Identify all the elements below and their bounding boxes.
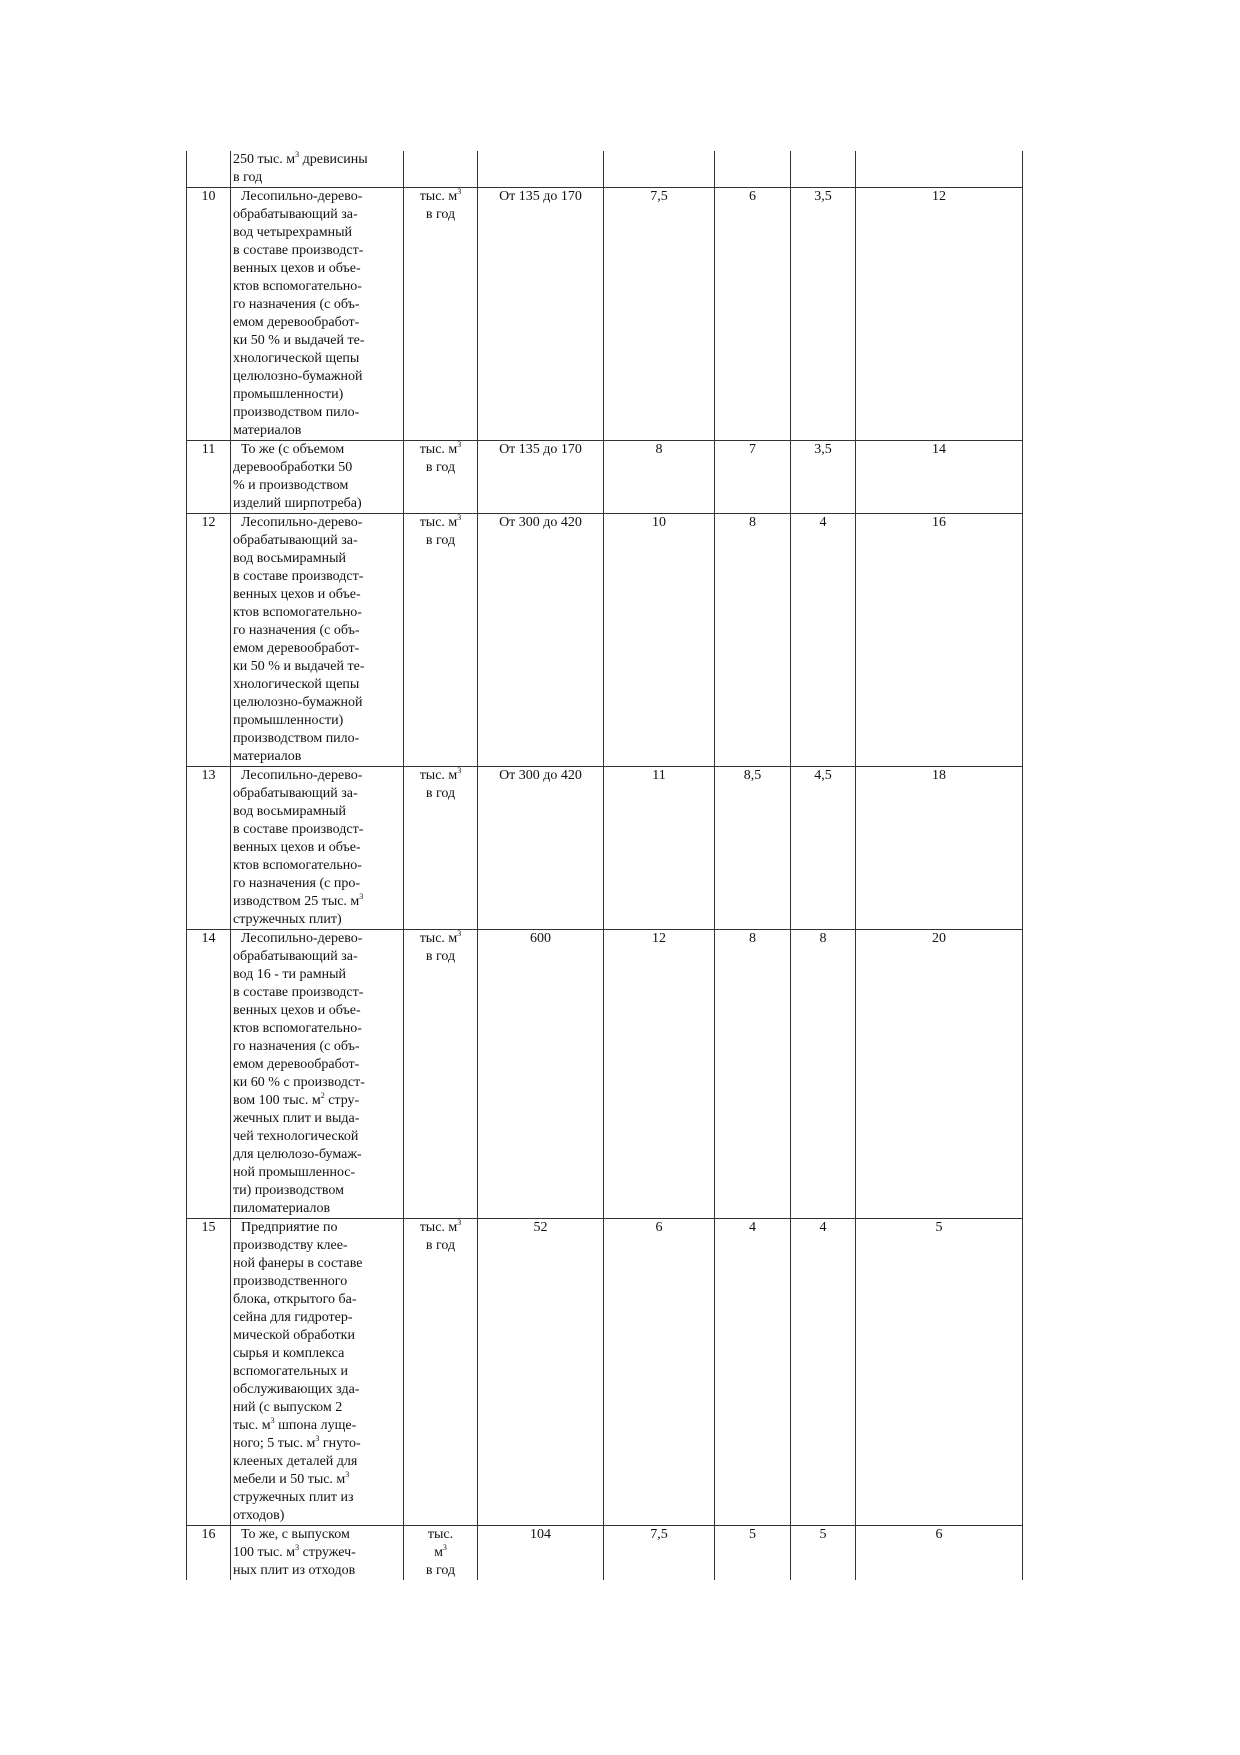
name-line: ного; 5 тыс. $м^3$ гнуто-: [233, 1434, 361, 1451]
name-line: клееных деталей для: [233, 1454, 358, 1469]
table-body: [187, 151, 1023, 1580]
value-col-4: [856, 151, 1023, 188]
unit: [404, 514, 478, 767]
object-name: [231, 151, 404, 188]
value-col-1: 6: [604, 1219, 715, 1526]
name-line: сейна для гидротер-: [233, 1310, 353, 1325]
value-col-4: 14: [856, 441, 1023, 514]
name-line: пиломатериалов: [233, 1201, 331, 1216]
name-line: обрабатывающий за-: [233, 533, 358, 548]
capacity: От 300 до 420: [478, 514, 604, 767]
name-line: 250 тыс. $м^3$ древисины: [233, 150, 368, 167]
table-row: [187, 151, 1023, 188]
value-col-4: 12: [856, 188, 1023, 441]
value-col-3: 4,5: [791, 767, 856, 930]
value-col-4: 16: [856, 514, 1023, 767]
unit-line: в год: [425, 786, 456, 801]
name-line: стружечных плит): [233, 912, 342, 927]
name-line: в составе производст-: [233, 569, 364, 584]
unit-line: в год: [425, 1238, 456, 1253]
name-line: Лесопильно-дерево-: [241, 189, 363, 204]
name-line: венных цехов и объе-: [233, 587, 361, 602]
name-line: мической обработки: [233, 1328, 355, 1343]
name-line: сырья и комплекса: [233, 1346, 345, 1361]
value-col-2: 8: [715, 514, 791, 767]
name-line: ки 50 % и выдачей те-: [233, 659, 365, 674]
value-col-1: 7,5: [604, 1526, 715, 1581]
name-line: То же (с объемом: [241, 442, 345, 457]
name-line: в составе производст-: [233, 243, 364, 258]
unit-line: $м^3$: [434, 1543, 447, 1560]
value-col-1: 7,5: [604, 188, 715, 441]
value-col-4: 18: [856, 767, 1023, 930]
object-name: [231, 514, 404, 767]
table-row: [187, 1219, 1023, 1526]
name-line: вод восьмирамный: [233, 551, 347, 566]
unit-line: тыс. $м^3$: [419, 766, 462, 783]
value-col-3: 3,5: [791, 188, 856, 441]
name-line: тыс. $м^3$ шпона луще-: [233, 1416, 357, 1433]
table-row: [187, 767, 1023, 930]
name-line: вод восьмирамный: [233, 804, 347, 819]
value-col-3: 4: [791, 1219, 856, 1526]
object-name: [231, 930, 404, 1219]
name-line: Лесопильно-дерево-: [241, 515, 363, 530]
data-table: [186, 151, 1023, 1580]
capacity: От 135 до 170: [478, 188, 604, 441]
table-row: [187, 441, 1023, 514]
name-line: производству клее-: [233, 1238, 348, 1253]
name-line: изводством 25 тыс. $м^3$: [233, 892, 364, 909]
name-line: го назначения (с объ-: [233, 623, 360, 638]
name-line: 100 тыс. $м^3$ стружеч-: [233, 1543, 356, 1560]
name-line: хнологической щепы: [233, 677, 360, 692]
unit-line: в год: [425, 460, 456, 475]
capacity: 104: [478, 1526, 604, 1581]
unit-line: тыс. $м^3$: [419, 187, 462, 204]
row-number: 14: [187, 930, 231, 1219]
name-line: обрабатывающий за-: [233, 207, 358, 222]
value-col-4: 20: [856, 930, 1023, 1219]
value-col-2: 7: [715, 441, 791, 514]
name-line: венных цехов и объе-: [233, 1003, 361, 1018]
unit-line: в год: [425, 1563, 456, 1578]
name-line: обрабатывающий за-: [233, 949, 358, 964]
name-line: го назначения (с объ-: [233, 1039, 360, 1054]
value-col-1: 10: [604, 514, 715, 767]
value-col-1: [604, 151, 715, 188]
unit-line: в год: [425, 533, 456, 548]
name-line: блока, открытого ба-: [233, 1292, 357, 1307]
name-line: в составе производст-: [233, 822, 364, 837]
value-col-1: 8: [604, 441, 715, 514]
row-number: 15: [187, 1219, 231, 1526]
name-line: мебели и 50 тыс. $м^3$: [233, 1470, 350, 1487]
unit: [404, 767, 478, 930]
name-line: ктов вспомогательно-: [233, 1021, 362, 1036]
name-line: хнологической щепы: [233, 351, 360, 366]
name-line: го назначения (с про-: [233, 876, 360, 891]
row-number: 11: [187, 441, 231, 514]
value-col-3: 4: [791, 514, 856, 767]
name-line: промышленности): [233, 387, 344, 402]
name-line: го назначения (с объ-: [233, 297, 360, 312]
table-row: [187, 930, 1023, 1219]
name-line: То же, с выпуском: [241, 1527, 350, 1542]
name-line: жечных плит и выда-: [233, 1111, 360, 1126]
name-line: емом деревообработ-: [233, 1057, 360, 1072]
name-line: % и производством: [233, 478, 349, 493]
unit: [404, 930, 478, 1219]
name-line: Предприятие по: [241, 1220, 338, 1235]
value-col-1: 12: [604, 930, 715, 1219]
unit-line: тыс. $м^3$: [419, 929, 462, 946]
name-line: емом деревообработ-: [233, 315, 360, 330]
name-line: венных цехов и объе-: [233, 840, 361, 855]
capacity: [478, 151, 604, 188]
name-line: ктов вспомогательно-: [233, 279, 362, 294]
row-number: 13: [187, 767, 231, 930]
unit-line: тыс. $м^3$: [419, 440, 462, 457]
unit: [404, 151, 478, 188]
name-line: целюлозно-бумажной: [233, 695, 363, 710]
name-line: в составе производст-: [233, 985, 364, 1000]
name-line: в год: [233, 170, 263, 185]
name-line: промышленности): [233, 713, 344, 728]
object-name: [231, 767, 404, 930]
unit: [404, 1219, 478, 1526]
value-col-2: 8: [715, 930, 791, 1219]
name-line: материалов: [233, 749, 302, 764]
name-line: вспомогательных и: [233, 1364, 349, 1379]
row-number: 12: [187, 514, 231, 767]
name-line: Лесопильно-дерево-: [241, 931, 363, 946]
name-line: обслуживающих зда-: [233, 1382, 360, 1397]
value-col-1: 11: [604, 767, 715, 930]
name-line: ных плит из отходов: [233, 1563, 356, 1578]
object-name: [231, 1526, 404, 1581]
unit: [404, 441, 478, 514]
name-line: целюлозно-бумажной: [233, 369, 363, 384]
name-line: ти) производством: [233, 1183, 344, 1198]
value-col-4: 5: [856, 1219, 1023, 1526]
name-line: производственного: [233, 1274, 348, 1289]
unit-line: в год: [425, 949, 456, 964]
table-row: [187, 1526, 1023, 1581]
name-line: ки 50 % и выдачей те-: [233, 333, 365, 348]
unit: [404, 1526, 478, 1581]
name-line: емом деревообработ-: [233, 641, 360, 656]
value-col-2: 4: [715, 1219, 791, 1526]
name-line: венных цехов и объе-: [233, 261, 361, 276]
unit-line: тыс. $м^3$: [419, 1218, 462, 1235]
unit-line: в год: [425, 207, 456, 222]
capacity: 52: [478, 1219, 604, 1526]
name-line: обрабатывающий за-: [233, 786, 358, 801]
value-col-2: [715, 151, 791, 188]
name-line: изделий ширпотреба): [233, 496, 362, 511]
name-line: вод четырехрамный: [233, 225, 353, 240]
unit-line: тыс. $м^3$: [419, 513, 462, 530]
name-line: ний (с выпуском 2: [233, 1400, 343, 1415]
value-col-3: 5: [791, 1526, 856, 1581]
name-line: производством пило-: [233, 405, 360, 420]
row-number: 16: [187, 1526, 231, 1581]
value-col-3: [791, 151, 856, 188]
name-line: деревообработки 50: [233, 460, 353, 475]
value-col-3: 8: [791, 930, 856, 1219]
value-col-4: 6: [856, 1526, 1023, 1581]
object-name: [231, 188, 404, 441]
name-line: ктов вспомогательно-: [233, 858, 362, 873]
row-number: 10: [187, 188, 231, 441]
name-line: отходов): [233, 1508, 285, 1523]
name-line: чей технологической: [233, 1129, 359, 1144]
name-line: вом 100 тыс. $м^2$ стру-: [233, 1091, 360, 1108]
name-line: материалов: [233, 423, 302, 438]
value-col-2: 8,5: [715, 767, 791, 930]
unit-line: тыс.: [427, 1527, 454, 1542]
name-line: стружечных плит из: [233, 1490, 354, 1505]
name-line: ки 60 % с производст-: [233, 1075, 365, 1090]
object-name: [231, 441, 404, 514]
value-col-2: 5: [715, 1526, 791, 1581]
capacity: От 300 до 420: [478, 767, 604, 930]
value-col-2: 6: [715, 188, 791, 441]
name-line: ктов вспомогательно-: [233, 605, 362, 620]
table-row: [187, 514, 1023, 767]
capacity: 600: [478, 930, 604, 1219]
capacity: От 135 до 170: [478, 441, 604, 514]
value-col-3: 3,5: [791, 441, 856, 514]
unit: [404, 188, 478, 441]
name-line: производством пило-: [233, 731, 360, 746]
name-line: для целюлозо-бумаж-: [233, 1147, 362, 1162]
table-row: [187, 188, 1023, 441]
name-line: Лесопильно-дерево-: [241, 768, 363, 783]
object-name: [231, 1219, 404, 1526]
name-line: ной фанеры в составе: [233, 1256, 363, 1271]
row-number: [187, 151, 231, 188]
name-line: вод 16 - ти рамный: [233, 967, 346, 982]
name-line: ной промышленнос-: [233, 1165, 356, 1180]
